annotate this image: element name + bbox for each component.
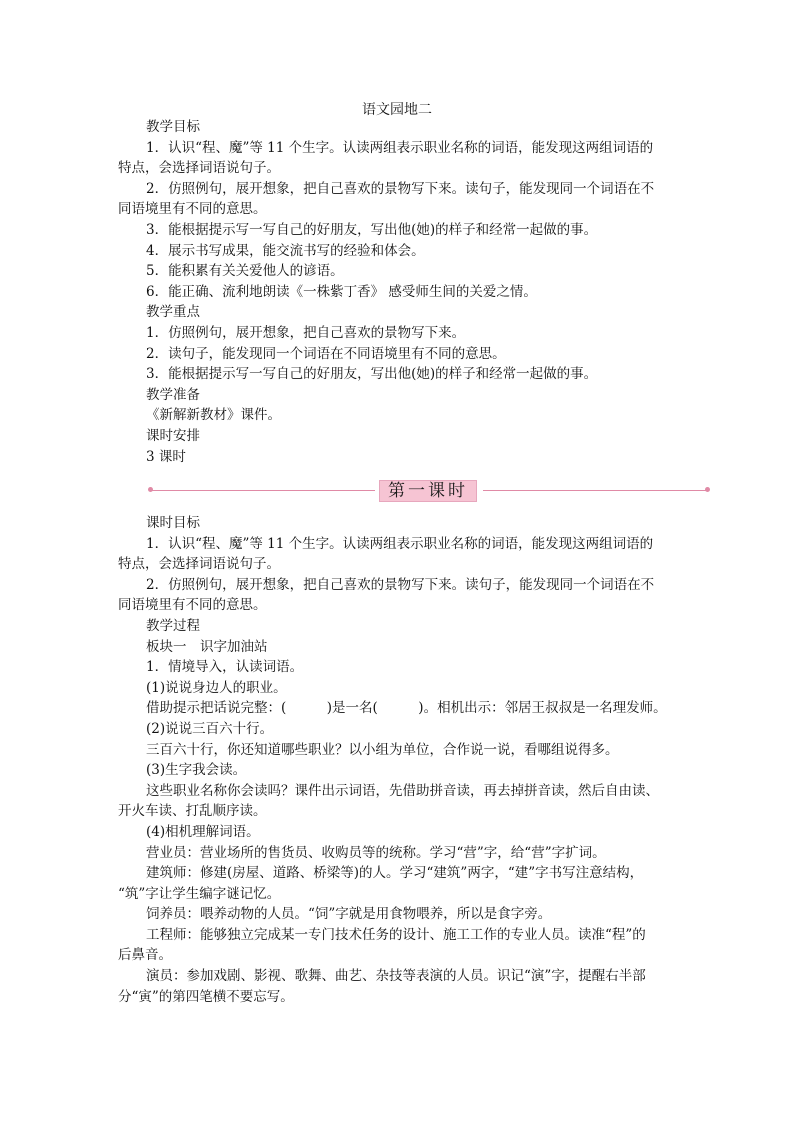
text-line: 2．仿照例句，展开想象，把自己喜欢的景物写下来。读句子，能发现同一个词语在不 [146, 180, 655, 197]
text-line: 特点，会选择词语说句子。 [118, 556, 280, 573]
text-line: 开火车读、打乱顺序读。 [118, 803, 267, 820]
heading-block-one: 板块一 识字加油站 [146, 638, 268, 655]
text-line: 3．能根据提示写一写自己的好朋友，写出他(她)的样子和经常一起做的事。 [146, 221, 598, 238]
text-line: 建筑师：修建(房屋、道路、桥梁等)的人。学习“建筑”两字，“建”字书写注意结构， [146, 865, 644, 882]
text-line: 1．认识“程、魔”等 11 个生字。认读两组表示职业名称的词语，能发现这两组词语的 [146, 535, 654, 552]
heading-class-schedule: 课时安排 [146, 427, 200, 444]
heading-teaching-process: 教学过程 [146, 617, 200, 634]
text-line: “筑”字让学生编字谜记忆。 [118, 885, 281, 902]
banner-rule-right [483, 490, 708, 491]
banner-rule-left [150, 490, 375, 491]
banner-dot-right [705, 487, 710, 492]
text-line: 1．情境导入，认读词语。 [146, 659, 304, 676]
text-line: (1)说说身边人的职业。 [146, 679, 287, 696]
section-banner [148, 480, 710, 502]
text-line: 同语境里有不同的意思。 [118, 597, 267, 614]
text-line: 工程师：能够独立完成某一专门技术任务的设计、施工工作的专业人员。读准“程”的 [146, 926, 646, 943]
text-line: 三百六十行，你还知道哪些职业？以小组为单位，合作说一说，看哪组说得多。 [146, 741, 619, 758]
heading-teaching-goals: 教学目标 [146, 119, 200, 135]
text-line: 2．仿照例句，展开想象，把自己喜欢的景物写下来。读句子，能发现同一个词语在不 [146, 576, 655, 593]
text-line: (3)生字我会读。 [146, 762, 247, 779]
text-line: 同语境里有不同的意思。 [118, 201, 267, 218]
text-line: 饲养员：喂养动物的人员。“饲”字就是用食物喂养，所以是食字旁。 [146, 906, 552, 923]
text-line: 3 课时 [146, 448, 186, 465]
text-line: 6．能正确、流利地朗读《一株紫丁香》 感受师生间的关爱之情。 [146, 283, 537, 300]
text-line: 这些职业名称你会读吗？课件出示词语，先借助拼音读，再去掉拼音读，然后自由读、 [146, 782, 659, 799]
text-line: 3．能根据提示写一写自己的好朋友，写出他(她)的样子和经常一起做的事。 [146, 366, 598, 383]
text-line: 5．能积累有关关爱他人的谚语。 [146, 263, 344, 280]
text-line: 分“寅”的第四笔横不要忘写。 [118, 988, 294, 1005]
text-line: 借助提示把话说完整：( )是一名( )。相机出示：邻居王叔叔是一名理发师。 [146, 700, 667, 717]
text-line: 4．展示书写成果，能交流书写的经验和体会。 [146, 242, 425, 259]
heading-lesson-goals: 课时目标 [146, 515, 200, 531]
heading-teaching-focus: 教学重点 [146, 304, 200, 321]
text-line: 1．仿照例句，展开想象，把自己喜欢的景物写下来。 [146, 324, 466, 341]
text-line: 后鼻音。 [118, 947, 172, 964]
text-line: 2．读句子，能发现同一个词语在不同语境里有不同的意思。 [146, 345, 506, 362]
text-line: (2)说说三百六十行。 [146, 720, 274, 737]
text-line: 1．认识“程、魔”等 11 个生字。认读两组表示职业名称的词语，能发现这两组词语的 [146, 139, 654, 156]
text-line: 营业员：营业场所的售货员、收购员等的统称。学习“营”字，给“营”字扩词。 [146, 844, 606, 861]
text-line: 特点，会选择词语说句子。 [118, 160, 280, 177]
text-line: (4)相机理解词语。 [146, 823, 260, 840]
text-line: 《新解新教材》课件。 [146, 407, 281, 424]
page-title: 语文园地二 [362, 102, 432, 118]
banner-label: 第一课时 [379, 480, 477, 502]
heading-teaching-preparation: 教学准备 [146, 386, 200, 403]
text-line: 演员：参加戏剧、影视、歌舞、曲艺、杂技等表演的人员。识记“演”字，提醒右半部 [146, 968, 646, 985]
first-lesson-content [118, 513, 684, 1007]
lesson-overview [118, 117, 684, 467]
